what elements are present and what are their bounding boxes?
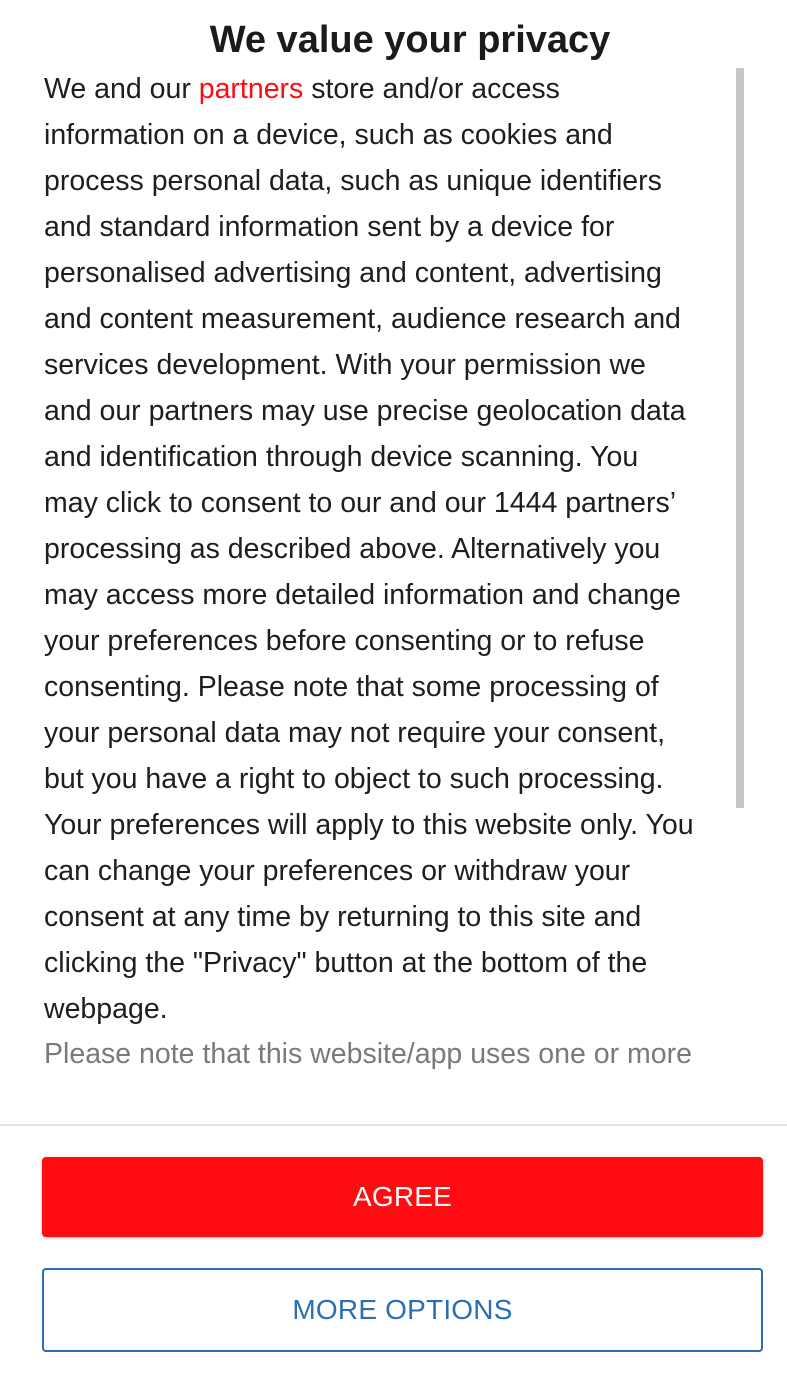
consent-line: may click to consent to our and our 1444 partners’ [44,487,677,519]
consent-line: personalised advertising and content, advertising [44,257,662,289]
consent-line: services development. With your permission we [44,349,646,381]
consent-line: information on a device, such as cookies and [44,119,613,151]
consent-line: and standard information sent by a device for [44,211,615,243]
scrollbar-thumb[interactable] [736,68,744,808]
consent-description [44,66,744,1032]
partners-link[interactable]: partners [198,73,304,105]
agree-button[interactable]: AGREE [42,1157,763,1237]
secondary-notice: Please note that this website/app uses one or more [44,1038,692,1070]
consent-text-segment: store and/or access [303,73,560,105]
divider [0,1124,787,1126]
more-options-button[interactable]: MORE OPTIONS [42,1268,763,1352]
consent-line: clicking the "Privacy" button at the bottom of the [44,947,648,979]
consent-line: your personal data may not require your consent, [44,717,666,749]
consent-line: and our partners may use precise geolocation data [44,395,686,427]
consent-line: process personal data, such as unique identifiers [44,165,662,197]
consent-line: processing as described above. Alternatively you [44,533,661,565]
consent-line: webpage. [44,993,168,1025]
consent-line: and content measurement, audience research and [44,303,681,335]
consent-line-1 [44,66,744,112]
consent-line: consenting. Please note that some processing of [44,671,659,703]
consent-line: but you have a right to object to such processing. [44,763,664,795]
consent-text-scroll-area[interactable] [44,66,744,1086]
consent-line: your preferences before consenting or to refuse [44,625,645,657]
consent-text-segment: We and our [44,73,199,105]
consent-line: Your preferences will apply to this website only. You [44,809,694,841]
consent-line: may access more detailed information and change [44,579,681,611]
dialog-title: We value your privacy [209,19,611,61]
consent-line: can change your preferences or withdraw your [44,855,631,887]
consent-line: consent at any time by returning to this site and [44,901,642,933]
consent-line: and identification through device scanning. You [44,441,639,473]
